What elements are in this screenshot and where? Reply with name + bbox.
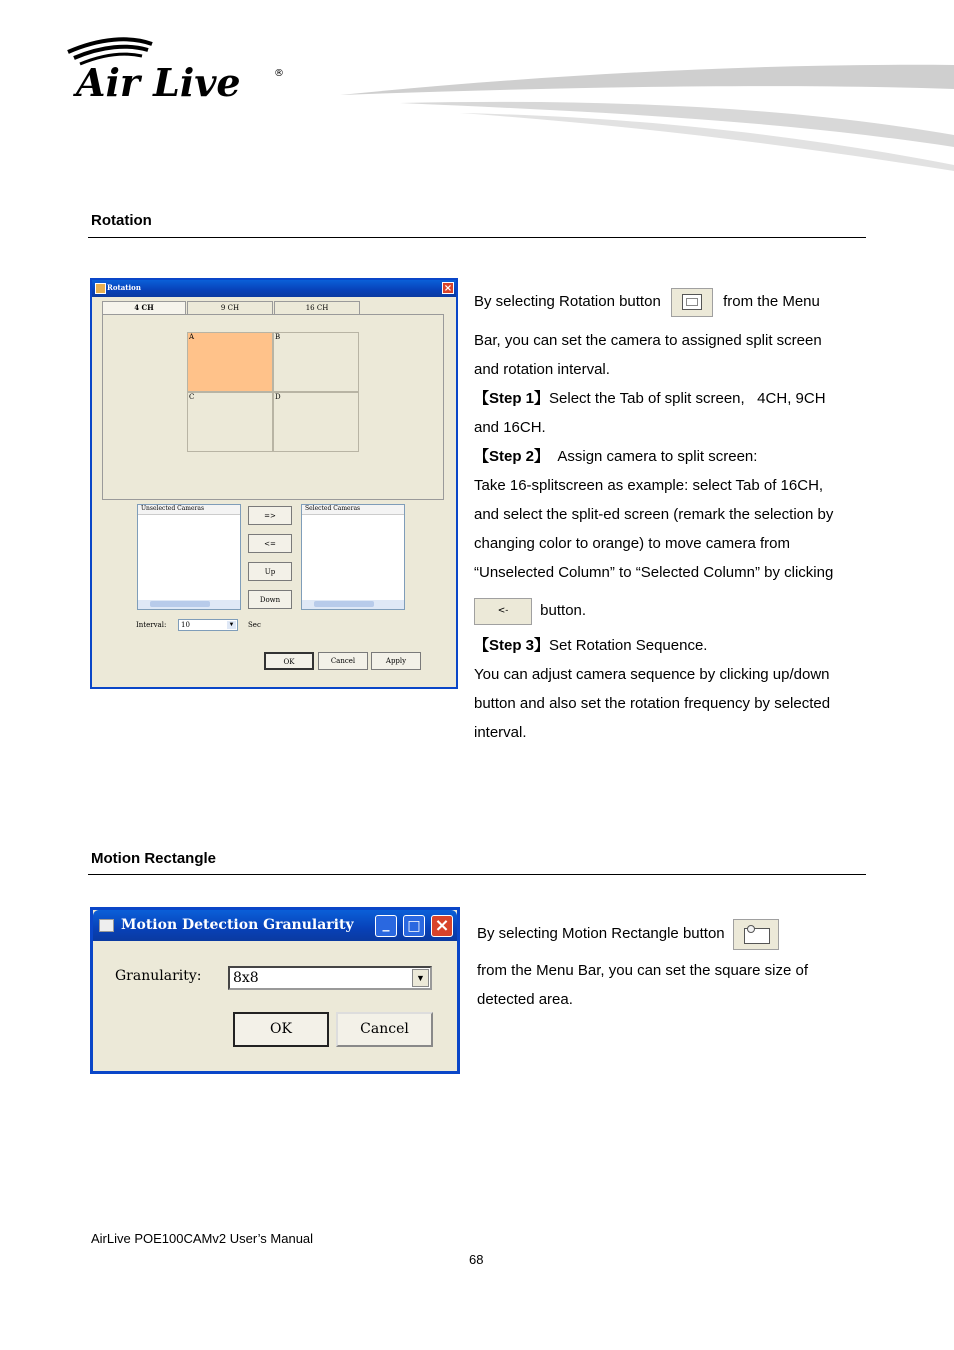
interval-value: 10 <box>181 621 190 629</box>
split-cell-a[interactable]: A <box>187 332 273 392</box>
page-number: 68 <box>469 1252 484 1267</box>
footer-manual-title: AirLive POE100CAMv2 User’s Manual <box>91 1231 314 1246</box>
granularity-label: Granularity: <box>115 968 202 984</box>
chevron-down-icon[interactable]: ▼ <box>412 969 429 987</box>
step-2-label: 【Step 2】 <box>474 448 550 465</box>
chevron-down-icon[interactable]: ▼ <box>228 622 235 628</box>
text-line: “Unselected Column” to “Selected Column” by clicking <box>474 564 834 581</box>
tab-panel <box>102 314 444 500</box>
motion-window <box>90 907 460 1074</box>
text-line: button. <box>540 602 587 619</box>
divider <box>88 237 866 238</box>
cancel-button[interactable]: Cancel <box>336 1012 433 1047</box>
maximize-icon[interactable]: □ <box>403 915 425 937</box>
text-line: from the Menu <box>723 293 820 310</box>
move-right-button[interactable]: => <box>248 506 292 525</box>
divider <box>88 874 866 875</box>
unselected-cameras-list[interactable] <box>137 504 241 610</box>
minimize-icon[interactable]: _ <box>375 915 397 937</box>
section-title-motion-rectangle: Motion Rectangle <box>91 850 217 867</box>
rotation-button-icon <box>671 288 713 317</box>
text-line: By selecting Rotation button <box>474 293 661 310</box>
section-title-rotation: Rotation <box>91 212 152 229</box>
selected-cameras-header: Selected Cameras <box>302 505 404 515</box>
step-3-label: 【Step 3】 <box>474 637 550 654</box>
move-left-button-image: <- <box>474 598 532 625</box>
motion-rectangle-button-icon <box>733 919 779 950</box>
interval-select[interactable] <box>178 619 238 631</box>
motion-window-title: Motion Detection Granularity <box>121 917 354 933</box>
step-1-label: 【Step 1】 <box>474 390 550 407</box>
svg-text:®: ® <box>274 68 284 79</box>
app-icon <box>95 283 106 294</box>
airlive-logo <box>60 36 300 106</box>
rotation-title-bar <box>92 280 456 297</box>
motion-title-bar <box>93 910 457 941</box>
sec-label: Sec <box>248 621 261 629</box>
tab-9ch[interactable]: 9 CH <box>187 301 273 314</box>
granularity-select[interactable] <box>228 966 432 990</box>
text-line: and rotation interval. <box>474 361 610 378</box>
text-line: changing color to orange) to move camera from <box>474 535 790 552</box>
text-line: Set Rotation Sequence. <box>549 637 708 654</box>
up-button[interactable]: Up <box>248 562 292 581</box>
text-line: Bar, you can set the camera to assigned split screen <box>474 332 822 349</box>
interval-label: Interval: <box>136 621 167 629</box>
split-cell-b[interactable]: B <box>273 332 359 392</box>
text-line: interval. <box>474 724 527 741</box>
text-line: Take 16-splitscreen as example: select Tab of 16CH, <box>474 477 824 494</box>
motion-description <box>477 914 877 1014</box>
selected-cameras-list[interactable] <box>301 504 405 610</box>
text-line: and 16CH. <box>474 419 546 436</box>
horizontal-scrollbar[interactable] <box>302 600 404 609</box>
text-line: You can adjust camera sequence by clicking up/down <box>474 666 830 683</box>
split-cell-c[interactable]: C <box>187 392 273 452</box>
text-line: detected area. <box>477 991 573 1008</box>
text-line: and select the split-ed screen (remark the selection by <box>474 506 834 523</box>
split-cell-d[interactable]: D <box>273 392 359 452</box>
close-icon[interactable]: × <box>431 915 453 937</box>
granularity-value: 8x8 <box>233 970 259 986</box>
rotation-window-title: Rotation <box>107 283 141 292</box>
horizontal-scrollbar[interactable] <box>138 600 240 609</box>
close-icon[interactable]: × <box>443 283 453 294</box>
text-line: from the Menu Bar, you can set the square size of <box>477 962 809 979</box>
move-left-button[interactable]: <= <box>248 534 292 553</box>
rotation-description <box>474 278 874 747</box>
ok-button[interactable]: OK <box>264 652 314 670</box>
tab-4ch[interactable]: 4 CH <box>102 301 186 314</box>
unselected-cameras-header: Unselected Cameras <box>138 505 240 515</box>
text-line: By selecting Motion Rectangle button <box>477 925 725 942</box>
tab-16ch[interactable]: 16 CH <box>274 301 360 314</box>
text-line: button and also set the rotation frequency by selected <box>474 695 831 712</box>
svg-text:Air Live: Air Live <box>76 60 241 105</box>
down-button[interactable]: Down <box>248 590 292 609</box>
apply-button[interactable]: Apply <box>371 652 421 670</box>
text-line: Assign camera to split screen: <box>549 448 758 465</box>
cancel-button[interactable]: Cancel <box>318 652 368 670</box>
rotation-window <box>90 278 458 689</box>
header-swoosh <box>340 55 954 175</box>
text-line: Select the Tab of split screen, 4CH, 9CH <box>549 390 826 407</box>
ok-button[interactable]: OK <box>233 1012 329 1047</box>
app-icon <box>99 919 114 932</box>
